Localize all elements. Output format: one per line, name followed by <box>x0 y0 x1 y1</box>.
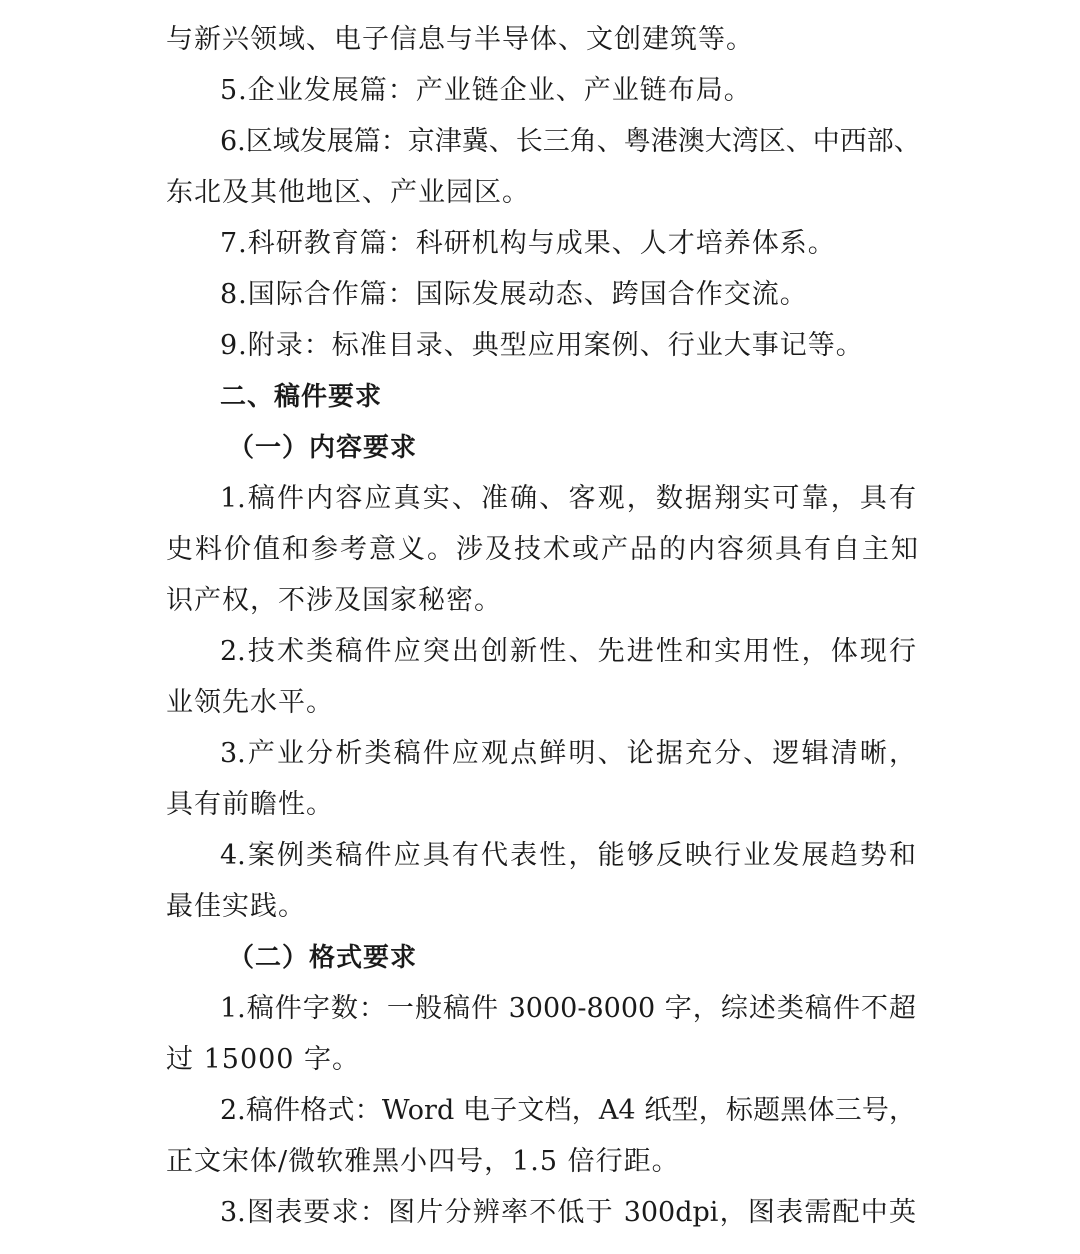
text-line-continuation: 业领先水平。 <box>166 687 334 718</box>
list-item-regional-development: 6.区域发展篇：京津冀、长三角、粤港澳大湾区、中西部、 <box>220 126 921 157</box>
list-item-appendix: 9.附录：标准目录、典型应用案例、行业大事记等。 <box>220 330 864 361</box>
paragraph-content-2: 2.技术类稿件应突出创新性、先进性和实用性，体现行 <box>220 636 916 667</box>
text-line-continuation: 过 15000 字。 <box>166 1044 361 1075</box>
text-line-continuation: 识产权，不涉及国家秘密。 <box>166 585 502 616</box>
paragraph-content-4: 4.案例类稿件应具有代表性，能够反映行业发展趋势和 <box>220 840 916 871</box>
text-line-continuation: 史料价值和参考意义。涉及技术或产品的内容须具有自主知 <box>166 534 918 565</box>
subsection-heading-format-requirements: （二）格式要求 <box>228 943 418 973</box>
text-line-continuation: 东北及其他地区、产业园区。 <box>166 177 530 208</box>
text-line-continuation: 正文宋体/微软雅黑小四号，1.5 倍行距。 <box>166 1146 680 1177</box>
subsection-heading-content-requirements: （一）内容要求 <box>228 433 418 463</box>
paragraph-format-1: 1.稿件字数：一般稿件 3000-8000 字，综述类稿件不超 <box>220 993 916 1024</box>
text-line-continuation: 与新兴领域、电子信息与半导体、文创建筑等。 <box>166 24 754 55</box>
paragraph-content-3: 3.产业分析类稿件应观点鲜明、论据充分、逻辑清晰， <box>220 738 916 769</box>
text-line-continuation: 最佳实践。 <box>166 891 306 922</box>
paragraph-format-3: 3.图表要求：图片分辨率不低于 300dpi，图表需配中英 <box>220 1197 916 1228</box>
list-item-research-education: 7.科研教育篇：科研机构与成果、人才培养体系。 <box>220 228 836 259</box>
text-line-continuation: 具有前瞻性。 <box>166 789 334 820</box>
list-item-enterprise-development: 5.企业发展篇：产业链企业、产业链布局。 <box>220 75 752 106</box>
paragraph-content-1: 1.稿件内容应真实、准确、客观，数据翔实可靠，具有 <box>220 483 916 514</box>
section-heading-manuscript-requirements: 二、稿件要求 <box>220 382 383 412</box>
list-item-international-cooperation: 8.国际合作篇：国际发展动态、跨国合作交流。 <box>220 279 808 310</box>
paragraph-format-2: 2.稿件格式：Word 电子文档，A4 纸型，标题黑体三号， <box>220 1095 916 1126</box>
